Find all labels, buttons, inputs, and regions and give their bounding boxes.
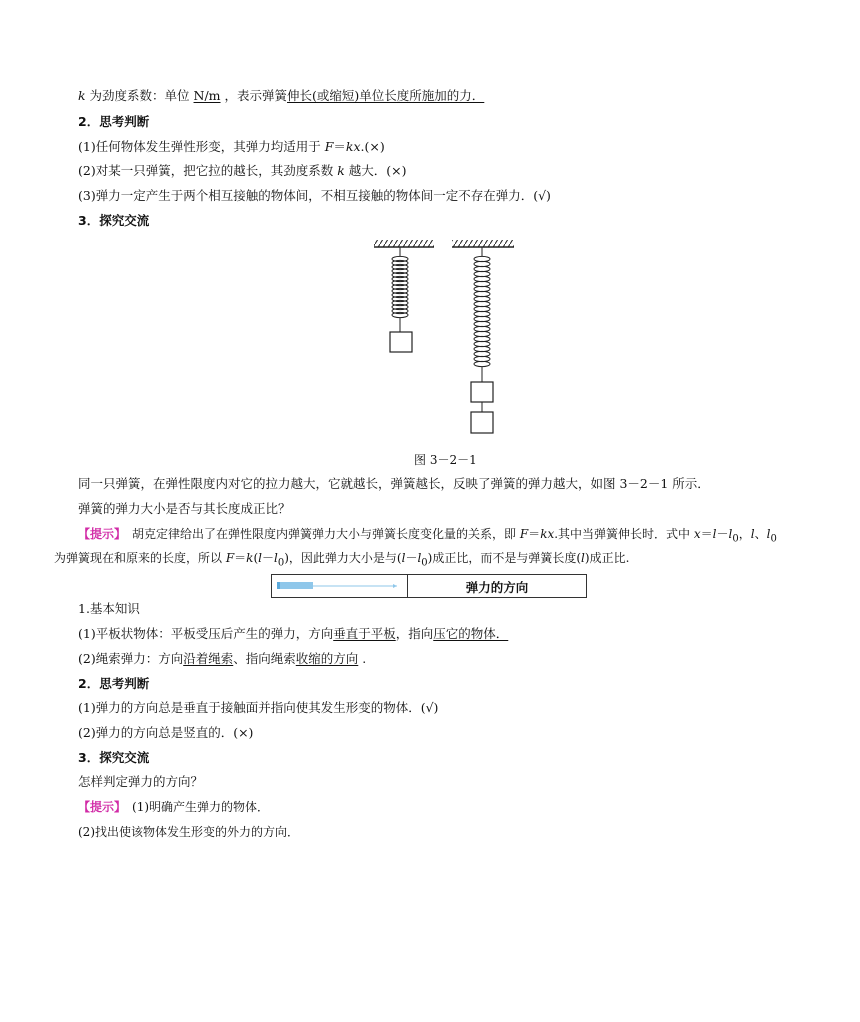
spring-short <box>392 247 408 326</box>
var-k: k <box>78 88 86 103</box>
section-heading: 2．思考判断 <box>78 676 150 691</box>
text: ＝ <box>528 527 541 541</box>
section-title: 弹力的方向 <box>465 580 529 595</box>
judgement-2: (2)弹力的方向总是竖直的．(×) <box>78 725 254 740</box>
text: ＝ <box>234 551 247 565</box>
var: k <box>337 163 345 178</box>
var: l <box>401 551 406 565</box>
var: l <box>766 527 771 541</box>
fill-blank: 垂直于平板 <box>333 626 396 641</box>
knowledge-2 <box>78 651 366 667</box>
var: F <box>225 551 235 565</box>
judgement-1 <box>78 139 385 155</box>
text: . <box>358 651 367 666</box>
definition-line <box>78 88 484 104</box>
weight-block <box>390 332 412 352</box>
basic-knowledge-heading: 1.基本知识 <box>78 601 140 616</box>
var: F <box>519 527 529 541</box>
figure-caption: 图 3－2－1 <box>414 453 477 467</box>
text: 、指向绳索 <box>233 651 296 666</box>
text: 越大．(×) <box>344 163 407 178</box>
text: ( <box>253 551 259 565</box>
fill-blank: 收缩的方向 <box>295 651 359 666</box>
text: ，表示弹簧 <box>220 88 288 103</box>
question: 怎样判定弹力的方向？ <box>78 774 204 789</box>
var: kx <box>540 527 555 541</box>
text: 为劲度系数：单位 <box>85 88 194 103</box>
hint-line <box>54 550 629 571</box>
var: l <box>581 551 585 565</box>
hint-line <box>78 526 777 547</box>
var: kx <box>345 139 361 154</box>
hint-line: (2)找出使该物体发生形变的外力的方向． <box>78 825 299 839</box>
text: .(×) <box>360 139 385 154</box>
text: (1)明确产生弹力的物体． <box>120 800 270 814</box>
text: ， <box>738 527 751 541</box>
text: ) <box>284 551 289 565</box>
fill-blank: 沿着绳索 <box>183 651 234 666</box>
var: F <box>324 139 334 154</box>
text: ，指向 <box>395 626 434 641</box>
text: (2)绳索弹力：方向 <box>78 651 184 666</box>
text: － <box>405 551 418 565</box>
text: 、 <box>754 527 767 541</box>
hint-line <box>78 799 269 815</box>
text: ，因此弹力大小是与( <box>288 551 402 565</box>
hint-label: 【提示】 <box>78 800 121 814</box>
text: 为弹簧现在和原来的长度，所以 <box>54 551 226 565</box>
fill-blank: 压它的物体． <box>433 626 509 641</box>
text: ＝ <box>700 527 713 541</box>
subscript: 0 <box>421 557 428 569</box>
var: l <box>712 527 717 541</box>
spring-long <box>474 247 490 380</box>
text: (1)任何物体发生弹性形变，其弹力均适用于 <box>78 139 325 154</box>
question: 弹簧的弹力大小是否与其长度成正比？ <box>78 501 291 516</box>
section-tag-graphic <box>277 581 397 590</box>
text: )成正比，而不是与弹簧长度( <box>427 551 582 565</box>
section-heading: 2．思考判断 <box>78 114 150 129</box>
section-heading: 3．探究交流 <box>78 750 150 765</box>
var: l <box>417 551 422 565</box>
judgement-1: (1)弹力的方向总是垂直于接触面并指向使其发生形变的物体．(√) <box>78 700 439 715</box>
hint-label: 【提示】 <box>78 527 121 541</box>
var: x <box>693 527 701 541</box>
weight-block <box>471 412 493 433</box>
var: l <box>750 527 755 541</box>
paragraph: 同一只弹簧，在弹性限度内对它的拉力越大，它就越长，弹簧越长，反映了弹簧的弹力越大，如图 3－2－1 所示． <box>78 476 710 491</box>
section-title-box <box>271 574 587 598</box>
section-heading: 3．探究交流 <box>78 213 150 228</box>
spring-figure <box>370 236 520 441</box>
var: l <box>258 551 262 565</box>
subscript: 0 <box>770 533 777 545</box>
text: .其中当弹簧伸长时．式中 <box>554 527 694 541</box>
var: l <box>274 551 278 565</box>
text: (2)对某一只弹簧，把它拉的越长，其劲度系数 <box>78 163 338 178</box>
weight-block <box>471 382 493 402</box>
knowledge-1 <box>78 626 508 642</box>
text: － <box>716 527 729 541</box>
var: l <box>728 527 733 541</box>
ceiling-left <box>374 240 434 247</box>
judgement-2 <box>78 163 406 179</box>
text: ＝ <box>333 139 346 154</box>
judgement-3: (3)弹力一定产生于两个相互接触的物体间，不相互接触的物体间一定不存在弹力．(√) <box>78 188 551 203</box>
text: － <box>261 551 274 565</box>
ceiling-right <box>452 240 514 247</box>
text: )成正比. <box>584 551 630 565</box>
subscript: 0 <box>732 533 739 545</box>
var: k <box>246 551 254 565</box>
definition-fill: 伸长(或缩短)单位长度所施加的力． <box>287 88 485 103</box>
unit-value: N/m <box>193 88 221 103</box>
subscript: 0 <box>277 557 285 569</box>
text: 胡克定律给出了在弹性限度内弹簧弹力大小与弹簧长度变化量的关系，即 <box>120 527 520 541</box>
text: (1)平板状物体：平板受压后产生的弹力，方向 <box>78 626 334 641</box>
